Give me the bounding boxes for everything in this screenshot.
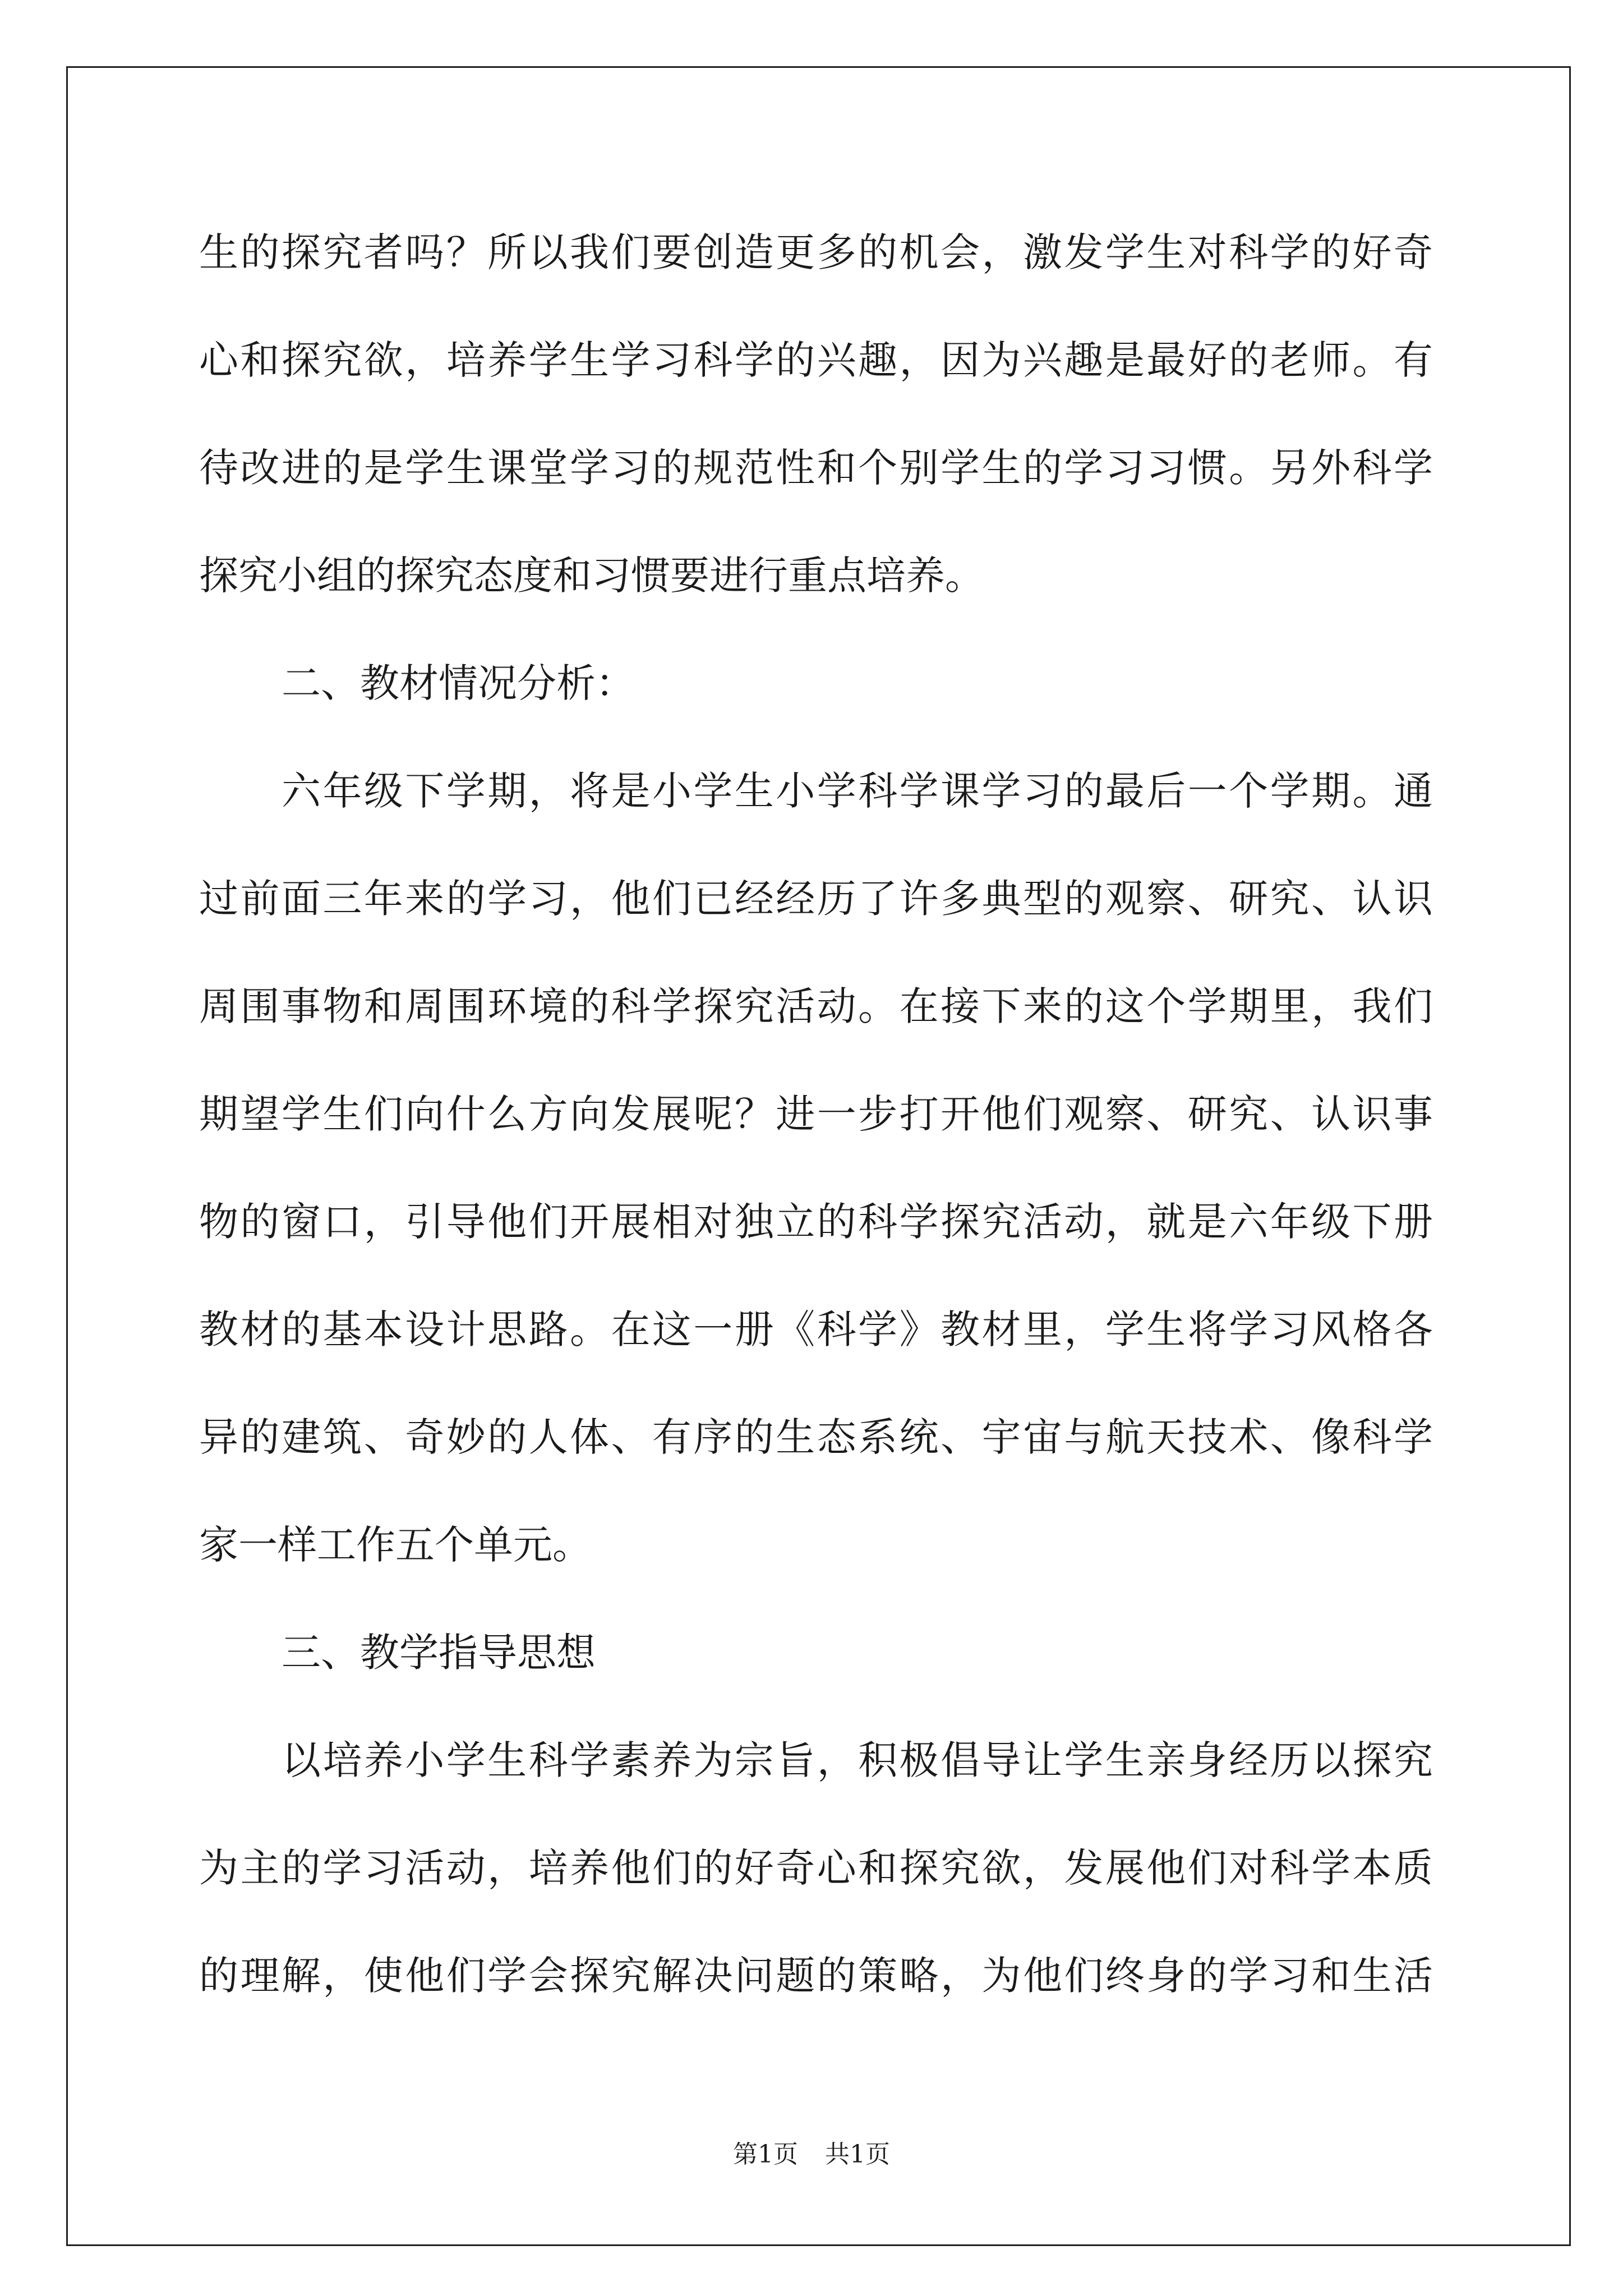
paragraph-line: 周围事物和周围环境的科学探究活动。在接下来的这个学期里，我们 (199, 983, 1433, 1029)
paragraph-line: 期望学生们向什么方向发展呢？进一步打开他们观察、研究、认识事 (199, 1091, 1433, 1137)
section-heading: 二、教材情况分析： (282, 660, 635, 706)
paragraph-line: 家一样工作五个单元。 (199, 1522, 592, 1568)
paragraph-line: 异的建筑、奇妙的人体、有序的生态系统、宇宙与航天技术、像科学 (199, 1414, 1433, 1460)
paragraph-line: 以培养小学生科学素养为宗旨，积极倡导让学生亲身经历以探究 (282, 1737, 1433, 1783)
paragraph-line: 过前面三年来的学习，他们已经经历了许多典型的观察、研究、认识 (199, 876, 1433, 922)
paragraph-line: 为主的学习活动，培养他们的好奇心和探究欲，发展他们对科学本质 (199, 1845, 1433, 1891)
page-total: 共1页 (825, 2140, 890, 2169)
paragraph-line: 物的窗口，引导他们开展相对独立的科学探究活动，就是六年级下册 (199, 1199, 1433, 1245)
paragraph-line: 待改进的是学生课堂学习的规范性和个别学生的学习习惯。另外科学 (199, 445, 1433, 491)
paragraph-line: 生的探究者吗？所以我们要创造更多的机会，激发学生对科学的好奇 (199, 229, 1433, 275)
section-heading: 三、教学指导思想 (282, 1630, 596, 1676)
page-footer (0, 2139, 1623, 2170)
paragraph-line: 六年级下学期，将是小学生小学科学课学习的最后一个学期。通 (282, 768, 1433, 814)
paragraph-line: 心和探究欲，培养学生学习科学的兴趣，因为兴趣是最好的老师。有 (199, 337, 1433, 383)
page-number: 第1页 (733, 2140, 798, 2169)
paragraph-line: 的理解，使他们学会探究解决问题的策略，为他们终身的学习和生活 (199, 1953, 1433, 1999)
page-border (66, 66, 1571, 2246)
paragraph-line: 探究小组的探究态度和习惯要进行重点培养。 (199, 553, 984, 599)
paragraph-line: 教材的基本设计思路。在这一册《科学》教材里，学生将学习风格各 (199, 1306, 1433, 1352)
